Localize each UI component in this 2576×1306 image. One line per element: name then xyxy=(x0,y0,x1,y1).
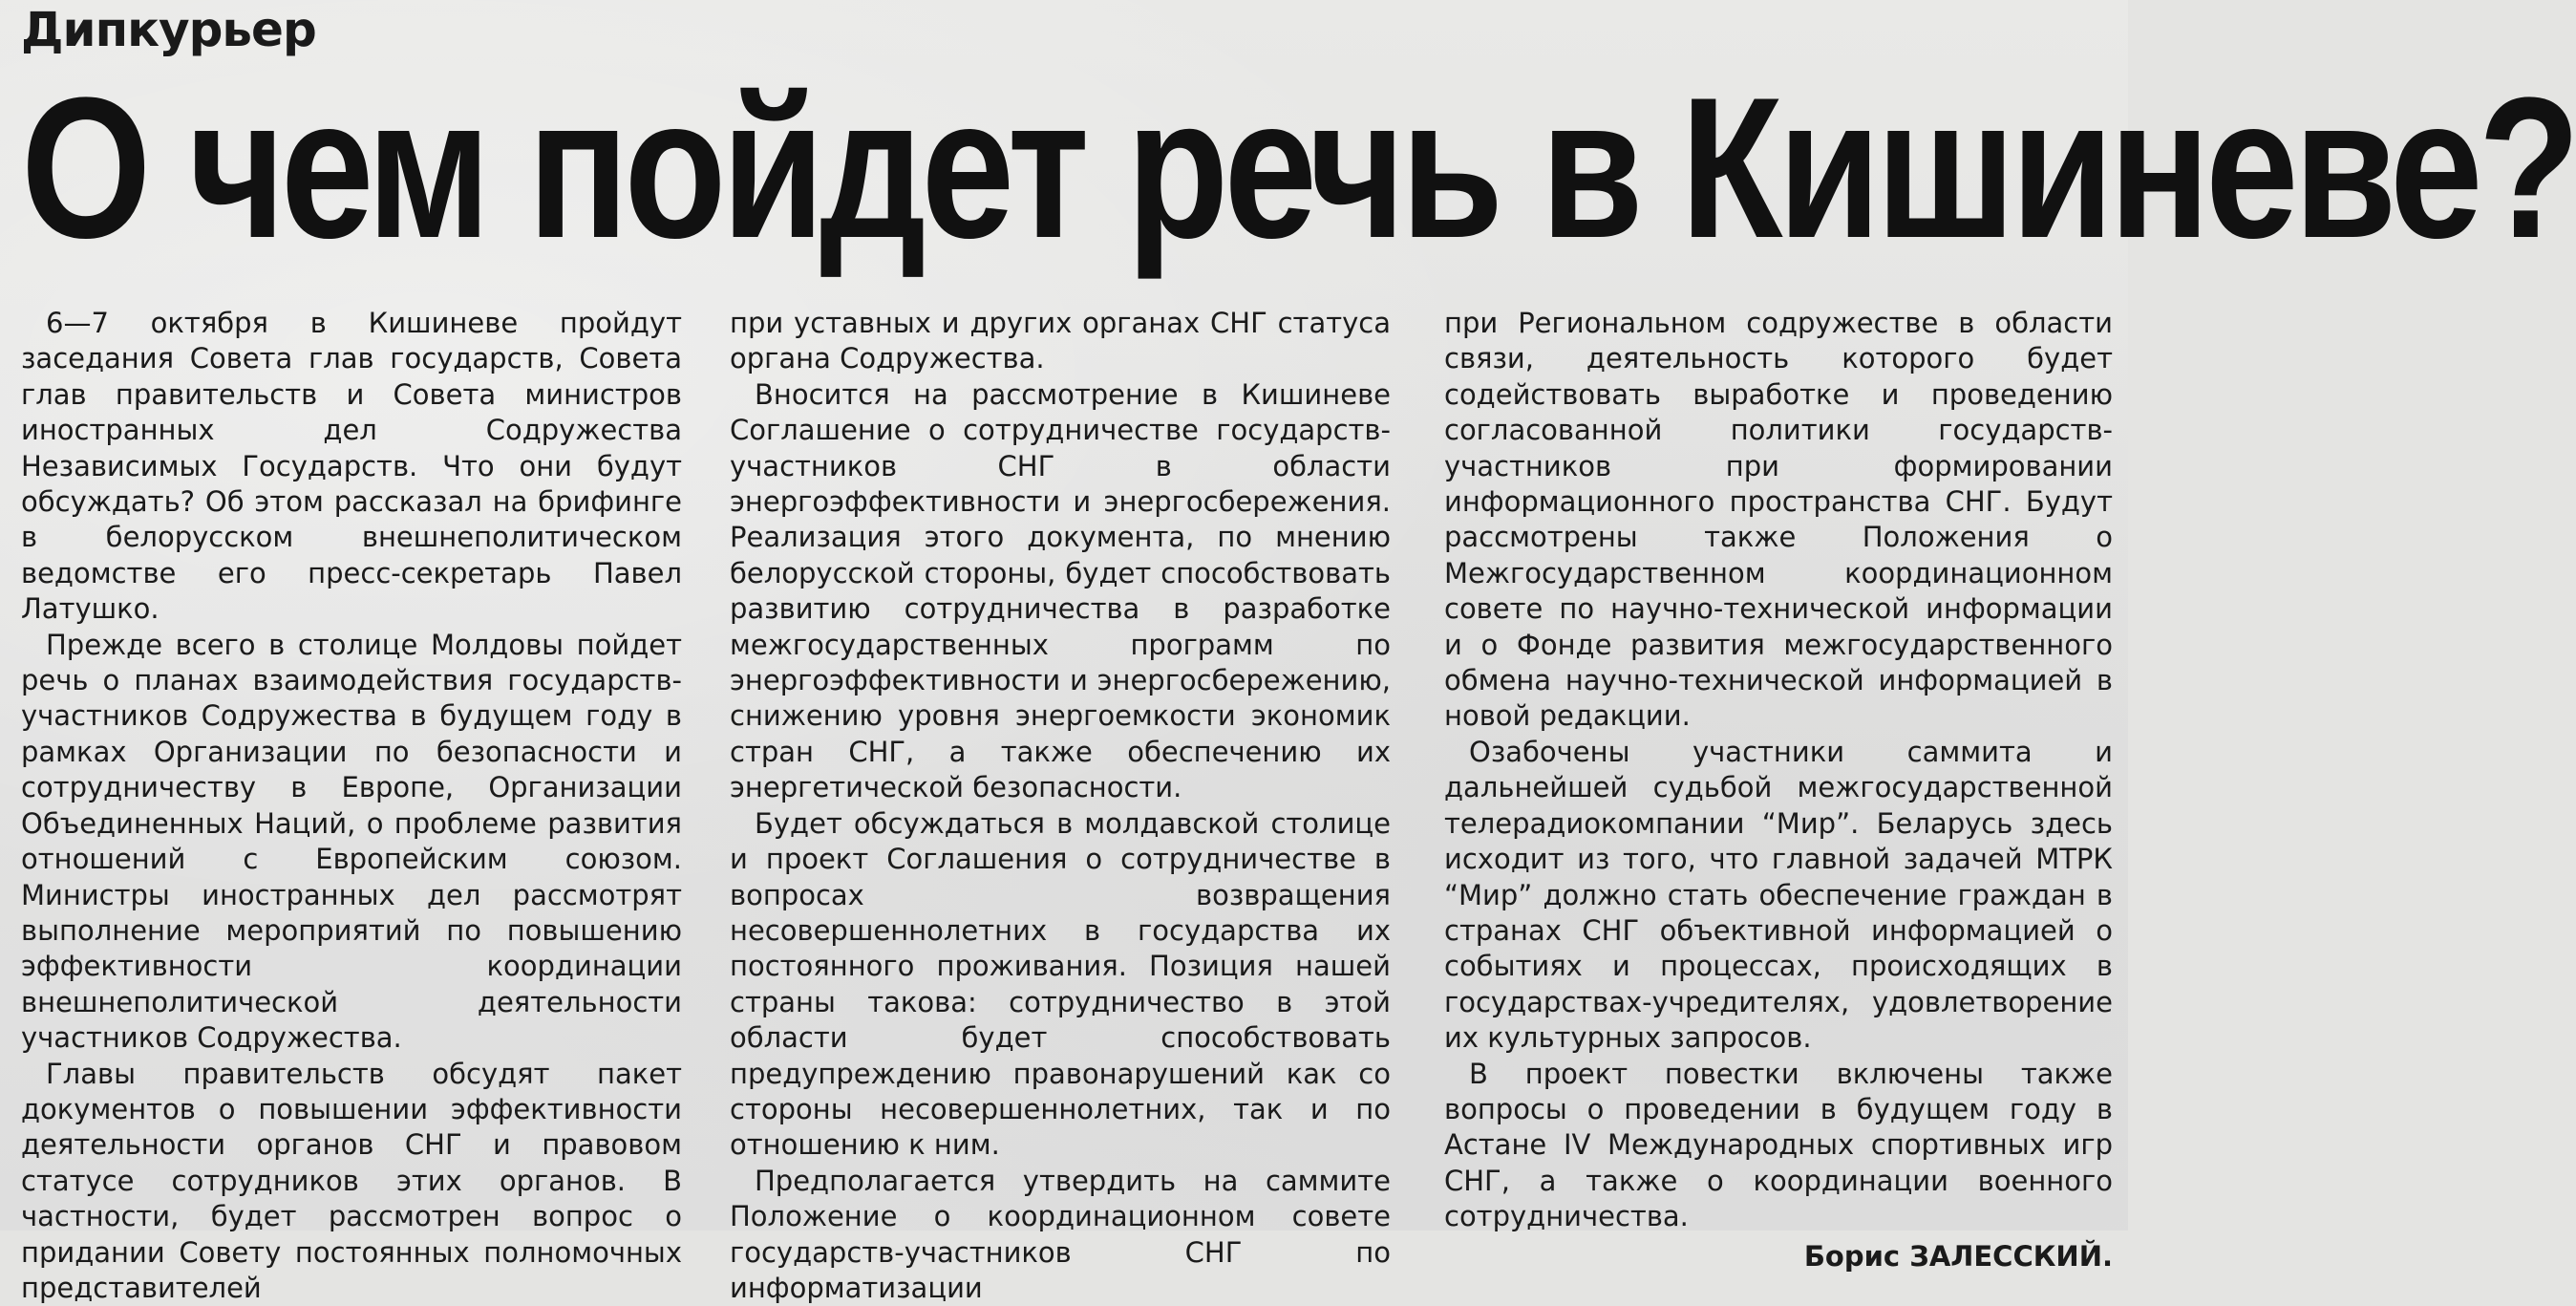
paragraph: Главы правительств обсудят пакет документов о повышении эффективности деятельности органов СНГ и правовом статусе сотрудников этих органов. В частности, будет рассмотрен вопрос о придании Совету постоянных полномочных представителей xyxy=(21,1057,682,1304)
paragraph-continuation: при Региональном содружестве в области связи, деятельность которого будет содействовать выработке и проведению согласованной политики государств-участников при формировании информационного пространства СНГ. Будут рассмотрены также Положения о Межгосударственном координационном совете по научно-технической информации и о Фонде развития межгосударственного обмена научно-технической информацией в новой редакции. xyxy=(1444,307,2113,733)
text-column-2 xyxy=(730,306,1391,1306)
paragraph: 6—7 октября в Кишиневе пройдут заседания Совета глав государств, Совета глав правительств и Совета министров иностранных дел Содружества Независимых Государств. Что они будут обсуждать? Об этом рассказал на брифинге в белорусском внешнеполитическом ведомстве его пресс-секретарь Павел Латушко. xyxy=(21,307,682,626)
paragraph: Предполагается утвердить на саммите Положение о координационном совете государств-участников СНГ по информатизации xyxy=(730,1164,1391,1304)
paragraph: В проект повестки включены также вопросы о проведении в будущем году в Астане IV Международных спортивных игр СНГ, а также о координации военного сотрудничества. xyxy=(1444,1057,2113,1233)
article-headline: О чем пойдет речь в Кишиневе? xyxy=(21,55,2576,280)
paragraph: Прежде всего в столице Молдовы пойдет речь о планах взаимодействия государств-участников Содружества в будущем году в рамках Организации по безопасности и сотрудничеству в Европе, Организации Объединенных Наций, о проблеме развития отношений с Европейским союзом. Министры иностранных дел рассмотрят выполнение мероприятий по повышению эффективности координации внешнеполитической деятельности участников Содружества. xyxy=(21,628,682,1055)
article-body xyxy=(21,306,2113,1304)
text-column-3 xyxy=(1444,306,2113,1274)
author-signature: Борис ЗАЛЕССКИЙ. xyxy=(1803,1239,2113,1273)
text-column-1 xyxy=(21,306,682,1306)
paragraph-continuation: при уставных и других органах СНГ статуса органа Содружества. xyxy=(730,307,1391,375)
paragraph: Вносится на рассмотрение в Кишиневе Соглашение о сотрудничестве государств-участников СНГ в области энергоэффективности и энергосбережения. Реализация этого документа, по мнению белорусской стороны, будет способствовать развитию сотрудничества в разработке межгосударственных программ по энергоэффективности и энергосбережению, снижению уровня энергоемкости экономик стран СНГ, а также обеспечению их энергетической безопасности. xyxy=(730,377,1391,804)
paragraph: Озабочены участники саммита и дальнейшей судьбой межгосударственной телерадиокомпании “Мир”. Беларусь здесь исходит из того, что главной задачей МТРК “Мир” должно стать обеспечение граждан в странах СНГ объективной информацией о событиях и процессах, происходящих в государствах-учредителях, удовлетворение их культурных запросов. xyxy=(1444,735,2113,1055)
section-rubric: Дипкурьер xyxy=(21,2,316,57)
paragraph: Будет обсуждаться в молдавской столице и проект Соглашения о сотрудничестве в вопросах возвращения несовершеннолетних в государства их постоянного проживания. Позиция нашей страны такова: сотрудничество в этой области будет способствовать предупреждению правонарушений как со стороны несовершеннолетних, так и по отношению к ним. xyxy=(730,806,1391,1162)
